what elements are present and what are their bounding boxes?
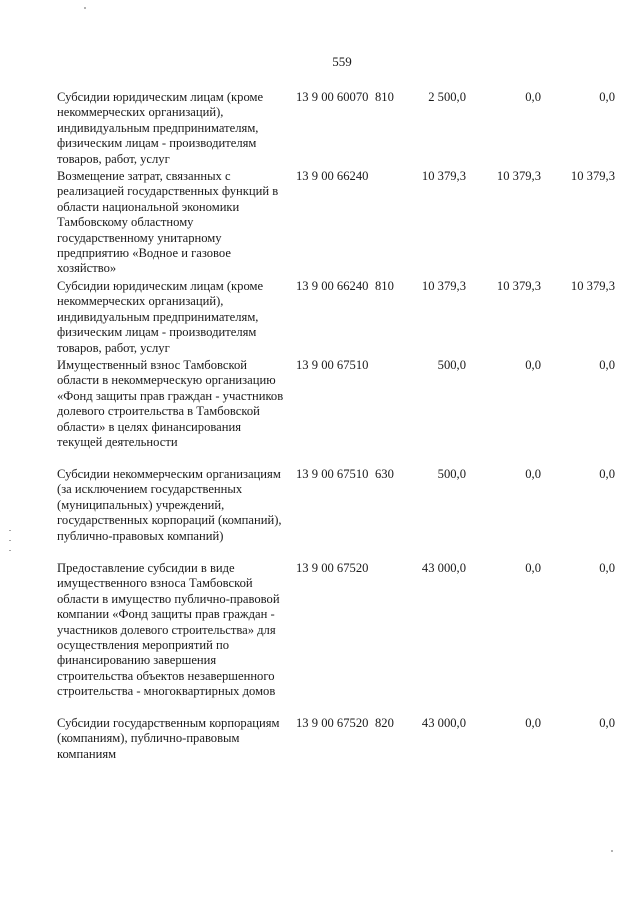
row-code: 13 9 00 66240 bbox=[296, 279, 369, 293]
row-amount-3: 0,0 bbox=[599, 716, 615, 730]
row-name: Субсидии юридическим лицам (кроме некоммерческих организаций), индивидуальным предпринимателям, физическим лицам - производителям товаров, работ, услуг bbox=[57, 90, 264, 166]
row-amount-3: 10 379,3 bbox=[570, 279, 615, 293]
row-amount-2: 10 379,3 bbox=[496, 279, 541, 293]
table-row bbox=[57, 358, 625, 467]
page-number: 559 bbox=[332, 54, 352, 69]
table-row bbox=[57, 90, 625, 169]
row-vr: 630 bbox=[375, 467, 394, 481]
row-amount-1: 10 379,3 bbox=[421, 279, 466, 293]
row-amount-3: 0,0 bbox=[599, 90, 615, 104]
row-code: 13 9 00 67520 bbox=[296, 561, 369, 575]
row-amount-1: 500,0 bbox=[437, 467, 466, 481]
row-amount-1: 43 000,0 bbox=[421, 716, 466, 730]
row-amount-2: 0,0 bbox=[525, 358, 541, 372]
table-row bbox=[57, 169, 625, 279]
row-vr: 810 bbox=[375, 90, 394, 104]
row-code: 13 9 00 67510 bbox=[296, 467, 369, 481]
row-amount-3: 0,0 bbox=[599, 561, 615, 575]
row-amount-2: 0,0 bbox=[525, 90, 541, 104]
row-amount-3: 0,0 bbox=[599, 358, 615, 372]
row-name: Имущественный взнос Тамбовской области в некоммерческую организацию «Фонд защиты прав граждан - участников долевого строительства в Тамбовской области» в целях финансирования текущей деятельности bbox=[57, 358, 284, 450]
row-amount-2: 0,0 bbox=[525, 716, 541, 730]
budget-table bbox=[57, 90, 625, 764]
row-vr: 820 bbox=[375, 716, 394, 730]
scan-speck bbox=[9, 550, 11, 551]
row-amount-3: 10 379,3 bbox=[570, 169, 615, 183]
row-code: 13 9 00 66240 bbox=[296, 169, 369, 183]
row-name: Возмещение затрат, связанных с реализацией государственных функций в области национальной экономики Тамбовскому областному государственному унитарному предприятию «Водное и газовое хозяйство» bbox=[57, 169, 279, 276]
scan-speck bbox=[84, 7, 86, 9]
table-row bbox=[57, 561, 625, 716]
row-vr: 810 bbox=[375, 279, 394, 293]
table-row bbox=[57, 279, 625, 358]
row-code: 13 9 00 67510 bbox=[296, 358, 369, 372]
row-amount-1: 10 379,3 bbox=[421, 169, 466, 183]
row-code: 13 9 00 60070 bbox=[296, 90, 369, 104]
scan-speck bbox=[9, 530, 11, 531]
row-code: 13 9 00 67520 bbox=[296, 716, 369, 730]
scan-speck bbox=[611, 850, 613, 852]
row-name: Субсидии юридическим лицам (кроме некоммерческих организаций), индивидуальным предпринимателям, физическим лицам - производителям товаров, работ, услуг bbox=[57, 279, 264, 355]
scan-speck bbox=[9, 540, 11, 541]
row-amount-3: 0,0 bbox=[599, 467, 615, 481]
table-row bbox=[57, 716, 625, 764]
row-name: Субсидии некоммерческим организациям (за исключением государственных (муниципальных) учреждений, государственных корпораций (компаний), публично-правовых компаний) bbox=[57, 467, 282, 543]
row-amount-2: 10 379,3 bbox=[496, 169, 541, 183]
row-amount-1: 43 000,0 bbox=[421, 561, 466, 575]
row-name: Предоставление субсидии в виде имущественного взноса Тамбовской области в имущество публично-правовой компании «Фонд защиты прав граждан - участников долевого строительства» для осуществления мероприятий по финансированию завершения строительства объектов незавершенного строительства - многоквартирных домов bbox=[57, 561, 280, 699]
row-name: Субсидии государственным корпорациям (компаниям), публично-правовым компаниям bbox=[57, 716, 280, 761]
row-amount-2: 0,0 bbox=[525, 467, 541, 481]
table-row bbox=[57, 467, 625, 561]
row-amount-1: 2 500,0 bbox=[428, 90, 466, 104]
row-amount-2: 0,0 bbox=[525, 561, 541, 575]
row-amount-1: 500,0 bbox=[437, 358, 466, 372]
